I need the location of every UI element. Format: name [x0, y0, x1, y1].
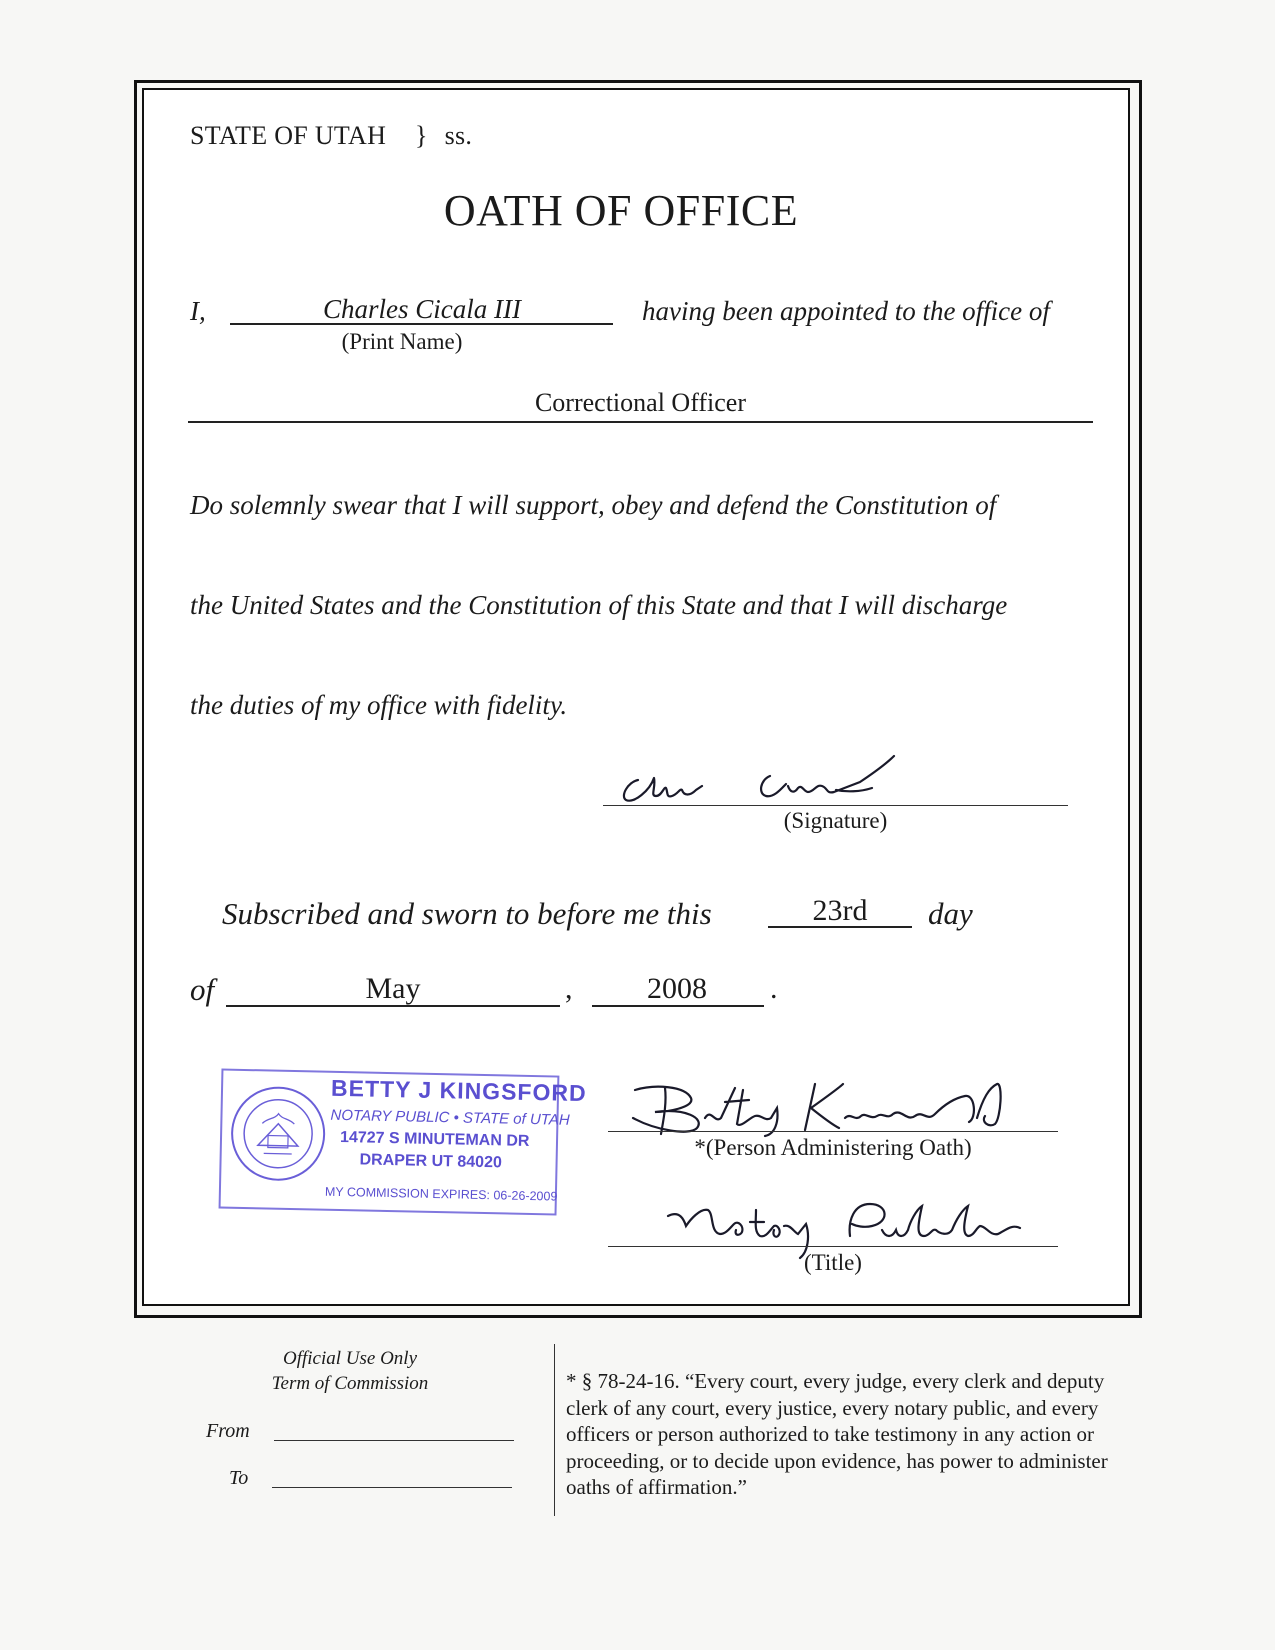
- stamp-commission: MY COMMISSION EXPIRES: 06-26-2009: [324, 1184, 558, 1204]
- document-title: OATH OF OFFICE: [443, 186, 799, 235]
- signature-line: [603, 805, 1068, 806]
- state-seal-icon: [227, 1083, 329, 1185]
- brace: }: [415, 121, 428, 150]
- month-underline: [226, 1005, 560, 1007]
- i-prefix: I,: [190, 296, 206, 326]
- oath-line-3: the duties of my office with fidelity.: [190, 690, 568, 720]
- bottom-divider: [554, 1344, 555, 1516]
- notary-stamp: [219, 1068, 587, 1213]
- statute-text: * § 78-24-16. “Every court, every judge, every clerk and deputy clerk of any court, every justice, every notary public, and every officers or person authorized to take testimony in any action or proceeding, or to decide upon evidence, has power to administer oaths of affirmation.”: [566, 1369, 1108, 1499]
- to-line: [272, 1487, 512, 1488]
- print-name-label: (Print Name): [341, 329, 463, 354]
- ss-abbrev: ss.: [444, 121, 473, 150]
- period: .: [770, 972, 778, 1005]
- state-name: STATE OF UTAH: [190, 121, 387, 150]
- title-line: [608, 1246, 1058, 1247]
- comma: ,: [565, 972, 573, 1005]
- administrator-label: *(Person Administering Oath): [694, 1135, 972, 1160]
- official-use-heading: Official Use Only: [282, 1348, 418, 1369]
- stamp-city: DRAPER UT 84020: [359, 1151, 503, 1172]
- term-of-commission-heading: Term of Commission: [271, 1373, 429, 1394]
- oath-line-1: Do solemnly swear that I will support, obey and defend the Constitution of: [190, 490, 997, 520]
- year-underline: [592, 1005, 764, 1007]
- day-underline: [768, 926, 912, 928]
- administrator-signature: [625, 1078, 1055, 1138]
- state-line: [190, 121, 472, 151]
- title-label: (Title): [804, 1250, 862, 1275]
- office-underline: [188, 421, 1093, 423]
- name-underline: [230, 323, 613, 325]
- of-word: of: [190, 972, 215, 1007]
- printed-name: Charles Cicala III: [323, 294, 521, 324]
- stamp-title: NOTARY PUBLIC • STATE of UTAH: [330, 1106, 570, 1129]
- day-word: day: [928, 896, 973, 931]
- administrator-line: [608, 1131, 1058, 1132]
- official-use-block: [230, 1346, 470, 1396]
- office-title: Correctional Officer: [534, 388, 747, 417]
- oath-line-2: the United States and the Constitution of this State and that I will discharge: [190, 590, 1008, 620]
- appointed-text: having been appointed to the office of: [642, 296, 1050, 326]
- subscribed-text: Subscribed and sworn to before me this: [222, 896, 712, 931]
- day-value: 23rd: [812, 894, 868, 927]
- stamp-address: 14727 S MINUTEMAN DR: [339, 1128, 530, 1150]
- from-label: From: [206, 1420, 250, 1442]
- stamp-name: BETTY J KINGSFORD: [330, 1074, 587, 1107]
- to-label: To: [229, 1467, 249, 1489]
- officer-signature: [610, 752, 950, 807]
- signature-label: (Signature): [783, 808, 888, 833]
- month-value: May: [365, 972, 421, 1005]
- year-value: 2008: [647, 972, 707, 1005]
- from-line: [274, 1440, 514, 1441]
